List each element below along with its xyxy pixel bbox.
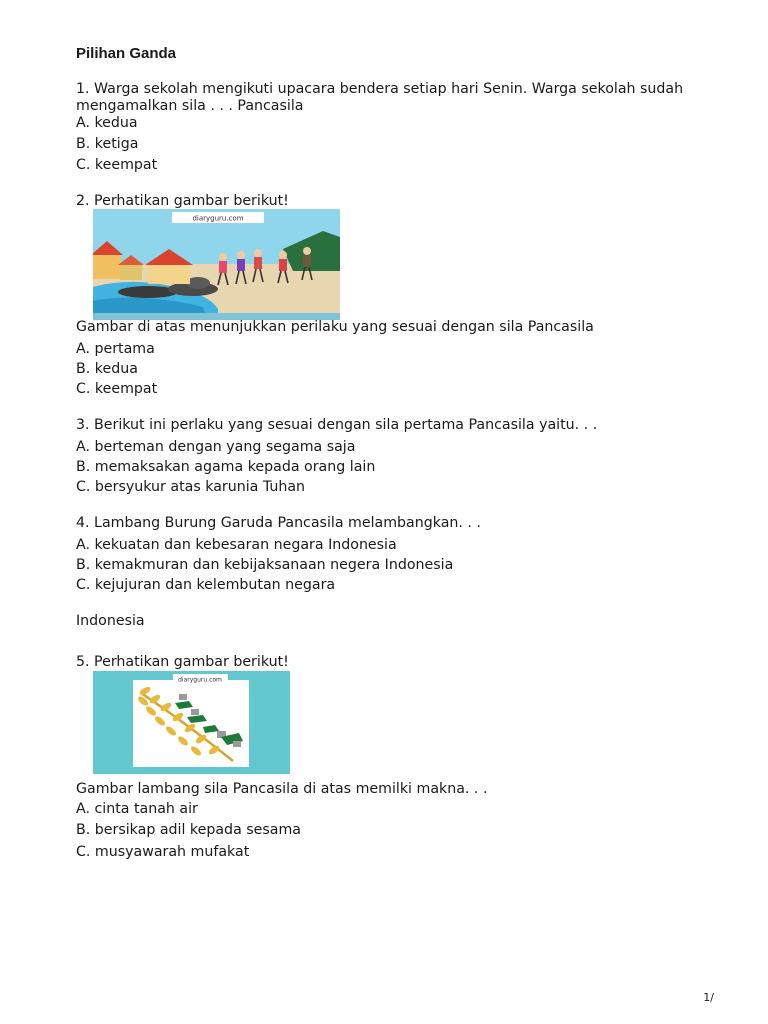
question-2-illustration [93,209,340,324]
question-4-option-b: B. kemakmuran dan kebijaksanaan negera Indonesia [76,557,454,573]
question-2-option-b: B. kedua [76,361,138,377]
question-1-text: 1. Warga sekolah mengikuti upacara bendera setiap hari Senin. Warga sekolah sudah mengamalkan sila . . . Pancasila [76,81,684,114]
question-2-option-c: C. keempat [76,381,158,397]
question-1-option-a: A. kedua [76,115,138,131]
question-3-option-a: A. berteman dengan yang segama saja [76,439,356,455]
question-5-option-b: B. bersikap adil kepada sesama [76,822,301,838]
question-5-illustration [93,671,290,778]
question-3-option-c: C. bersyukur atas karunia Tuhan [76,479,306,495]
page-number: 1/ [703,991,714,1004]
question-2-option-a: A. pertama [76,341,155,357]
question-2-caption: Gambar di atas menunjukkan perilaku yang sesuai dengan sila Pancasila [76,319,594,335]
question-4-option-a: A. kekuatan dan kebesaran negara Indonesia [76,537,397,553]
question-5-option-a: A. cinta tanah air [76,801,198,817]
image-watermark: diaryguru.com [178,676,222,684]
question-4-text: 4. Lambang Burung Garuda Pancasila melambangkan. . . [76,515,481,531]
question-1-option-b: B. ketiga [76,136,139,152]
question-5-caption: Gambar lambang sila Pancasila di atas memilki makna. . . [76,781,488,797]
question-5-text: 5. Perhatikan gambar berikut! [76,654,289,670]
question-2-text: 2. Perhatikan gambar berikut! [76,193,289,209]
question-1-option-c: C. keempat [76,157,158,173]
image-watermark: diaryguru.com [192,214,244,223]
question-3-text: 3. Berikut ini perlaku yang sesuai dengan sila pertama Pancasila yaitu. . . [76,417,598,433]
question-4-option-c: C. kejujuran dan kelembutan negara [76,577,336,593]
section-title: Pilihan Ganda [76,45,177,62]
question-4-continuation: Indonesia [76,613,145,629]
question-3-option-b: B. memaksakan agama kepada orang lain [76,459,376,475]
question-5-option-c: C. musyawarah mufakat [76,844,250,860]
